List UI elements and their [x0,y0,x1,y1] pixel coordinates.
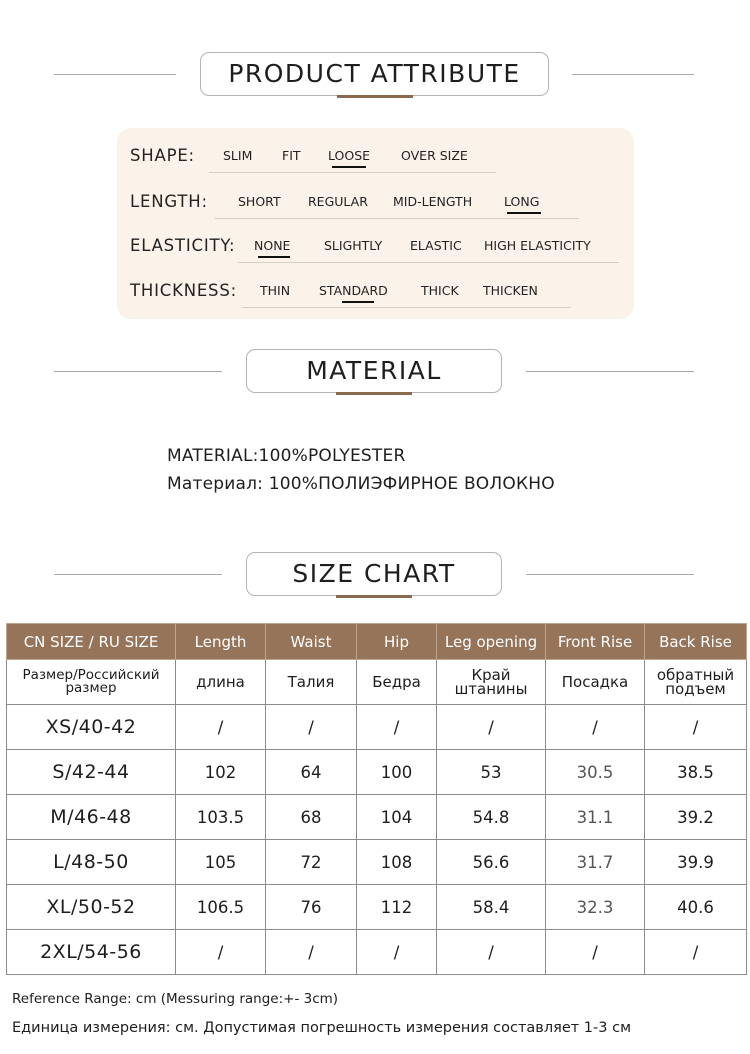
table-cell: 39.9 [645,840,747,885]
material-heading [0,349,750,399]
row-rule [242,307,571,308]
ru-header-cell: обратный подъем [645,660,747,705]
size-chart-heading [0,552,750,602]
column-header: Front Rise [546,624,645,660]
size-cell: XS/40-42 [7,705,176,750]
table-cell: 106.5 [176,885,266,930]
attr-label: THICKNESS: [130,281,237,300]
selected-marker [258,256,290,258]
attr-option-selected: LOOSE [328,148,371,163]
material-text-en: MATERIAL:100%POLYESTER [167,446,406,466]
column-header: Leg opening [437,624,546,660]
attr-option-selected: STANDARD [319,283,388,298]
reference-note-ru: Единица измерения: см. Допустимая погрешность измерения составляет 1-3 см [12,1020,632,1036]
section-title: PRODUCT ATTRIBUTE [228,59,521,88]
table-cell: 40.6 [645,885,747,930]
divider-right [526,371,694,372]
heading-frame [200,52,549,96]
table-header-row [7,624,747,660]
row-rule [238,262,619,263]
ru-header-cell: Талия [266,660,357,705]
table-cell: 38.5 [645,750,747,795]
divider-right [526,574,694,575]
table-cell: 39.2 [645,795,747,840]
attr-option: REGULAR [308,194,368,209]
divider-left [54,371,222,372]
table-cell: 102 [176,750,266,795]
title-underline [336,595,412,598]
column-header: CN SIZE / RU SIZE [7,624,176,660]
attr-option: THIN [260,283,291,298]
table-cell: 76 [266,885,357,930]
table-cell: 104 [357,795,437,840]
divider-left [54,574,222,575]
selected-marker [507,212,541,214]
size-cell: XL/50-52 [7,885,176,930]
size-cell: M/46-48 [7,795,176,840]
attr-option: ELASTIC [410,238,462,253]
size-cell: L/48-50 [7,840,176,885]
table-cell: 72 [266,840,357,885]
attr-label: ELASTICITY: [130,236,236,255]
table-cell: 68 [266,795,357,840]
table-row [7,930,747,975]
ru-header-cell: Размер/Российский размер [7,660,176,705]
size-cell: S/42-44 [7,750,176,795]
attribute-panel [117,128,634,319]
size-chart-table [6,623,747,975]
table-cell: 100 [357,750,437,795]
attr-option-selected: LONG [504,194,540,209]
selected-marker [332,166,366,168]
column-header: Back Rise [645,624,747,660]
table-cell: 53 [437,750,546,795]
row-rule [215,218,579,219]
table-cell: 31.1 [546,795,645,840]
table-cell: 103.5 [176,795,266,840]
product-attribute-heading [0,52,750,102]
table-cell: / [266,705,357,750]
table-row [7,705,747,750]
column-header: Waist [266,624,357,660]
attr-label: LENGTH: [130,192,208,211]
attr-option: THICK [421,283,459,298]
table-cell: / [357,930,437,975]
heading-frame [246,552,502,596]
table-row [7,840,747,885]
size-cell: 2XL/54-56 [7,930,176,975]
table-cell: / [437,930,546,975]
ru-header-cell: Посадка [546,660,645,705]
attr-option: MID-LENGTH [393,194,473,209]
table-row [7,795,747,840]
table-cell: / [546,705,645,750]
attr-option: HIGH ELASTICITY [484,238,591,253]
table-cell: / [546,930,645,975]
table-cell: 58.4 [437,885,546,930]
attr-label: SHAPE: [130,146,195,165]
table-cell: 30.5 [546,750,645,795]
section-title: MATERIAL [306,356,442,385]
table-cell: / [266,930,357,975]
divider-left [54,74,176,75]
title-underline [337,95,413,98]
selected-marker [342,301,374,303]
column-header: Hip [357,624,437,660]
attr-option: SLIM [223,148,253,163]
material-text-ru: Материал: 100%ПОЛИЭФИРНОЕ ВОЛОКНО [167,474,555,494]
ru-header-cell: длина [176,660,266,705]
attr-option: SHORT [238,194,281,209]
table-row [7,750,747,795]
title-underline [336,392,412,395]
table-cell: 64 [266,750,357,795]
table-cell: 56.6 [437,840,546,885]
row-rule [209,172,496,173]
attr-option: OVER SIZE [401,148,468,163]
table-row [7,885,747,930]
table-cell: / [645,930,747,975]
attr-option: SLIGHTLY [324,238,383,253]
table-cell: 31.7 [546,840,645,885]
table-cell: 108 [357,840,437,885]
table-cell: 54.8 [437,795,546,840]
ru-header-cell: Бедра [357,660,437,705]
column-header: Length [176,624,266,660]
attr-option: FIT [282,148,301,163]
ru-header-cell: Край штанины [437,660,546,705]
section-title: SIZE CHART [292,559,456,588]
table-cell: / [437,705,546,750]
table-cell: 112 [357,885,437,930]
table-cell: / [176,930,266,975]
attr-option-selected: NONE [254,238,291,253]
table-cell: 32.3 [546,885,645,930]
ru-header-row [7,660,747,705]
attr-option: THICKEN [483,283,538,298]
table-cell: 105 [176,840,266,885]
heading-frame [246,349,502,393]
table-cell: / [357,705,437,750]
table-cell: / [645,705,747,750]
table-cell: / [176,705,266,750]
reference-note-en: Reference Range: cm (Messuring range:+- 3cm) [12,991,339,1007]
divider-right [572,74,694,75]
